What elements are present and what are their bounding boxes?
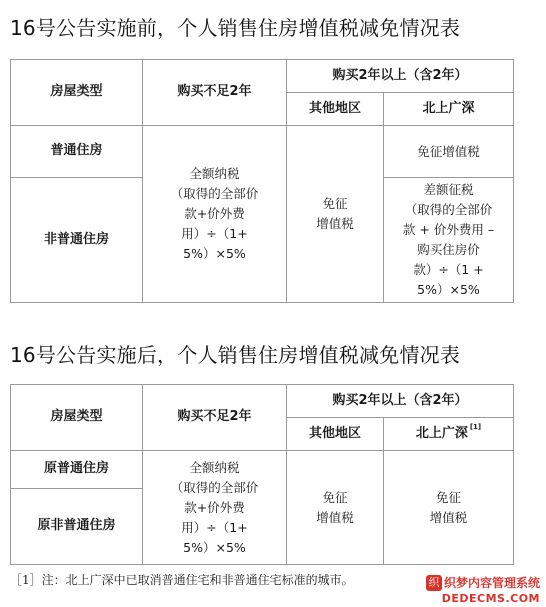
watermark-name: 织梦内容管理系统: [443, 576, 540, 590]
cell-diff-tax: 差额征税 （取得的全部价 款 + 价外费用 – 购买住房价 款）÷（1 + 5%）×5%: [384, 178, 514, 303]
cell-full-tax: 全额纳税 （取得的全部价 款+价外费 用）÷（1+ 5%）×5%: [143, 126, 287, 303]
header-other-region: 其他地区: [287, 418, 384, 451]
cell-exempt-bsgs: 免征 增值税: [384, 451, 514, 565]
cell-exempt-other: 免征 增值税: [287, 126, 384, 303]
cell-exempt-bsgs-ordinary: 免征增值税: [384, 126, 514, 178]
header-over-2-years: 购买2年以上（含2年）: [287, 60, 514, 93]
header-bsgs-label: 北上广深: [415, 425, 468, 441]
footnote: ［1］注：北上广深中已取消普通住宅和非普通住宅标准的城市。: [10, 573, 354, 587]
table1-title: 16号公告实施前，个人销售住房增值税减免情况表: [10, 16, 461, 40]
table2-title: 16号公告实施后，个人销售住房增值税减免情况表: [10, 343, 461, 367]
header-under-2-years: 购买不足2年: [143, 385, 287, 451]
dedecms-logo-icon: 织: [426, 575, 442, 591]
header-other-region: 其他地区: [287, 93, 384, 126]
footnote-ref: [1]: [469, 422, 482, 431]
header-bsgs: 北上广深: [384, 93, 514, 126]
table-after: [10, 384, 514, 565]
row-non-ordinary-label: 原非普通住房: [11, 489, 143, 565]
table-before: [10, 59, 514, 303]
header-under-2-years: 购买不足2年: [143, 60, 287, 126]
watermark: [426, 572, 540, 605]
header-house-type: 房屋类型: [11, 385, 143, 451]
header-bsgs: [384, 418, 514, 451]
row-ordinary-label: 原普通住房: [11, 451, 143, 489]
header-over-2-years: 购买2年以上（含2年）: [287, 385, 514, 418]
row-non-ordinary-label: 非普通住房: [11, 178, 143, 303]
cell-exempt-other: 免征 增值税: [287, 451, 384, 565]
header-house-type: 房屋类型: [11, 60, 143, 126]
watermark-url: DEDECMS.COM: [441, 592, 540, 605]
row-ordinary-label: 普通住房: [11, 126, 143, 178]
cell-full-tax: 全额纳税 （取得的全部价 款+价外费 用）÷（1+ 5%）×5%: [143, 451, 287, 565]
